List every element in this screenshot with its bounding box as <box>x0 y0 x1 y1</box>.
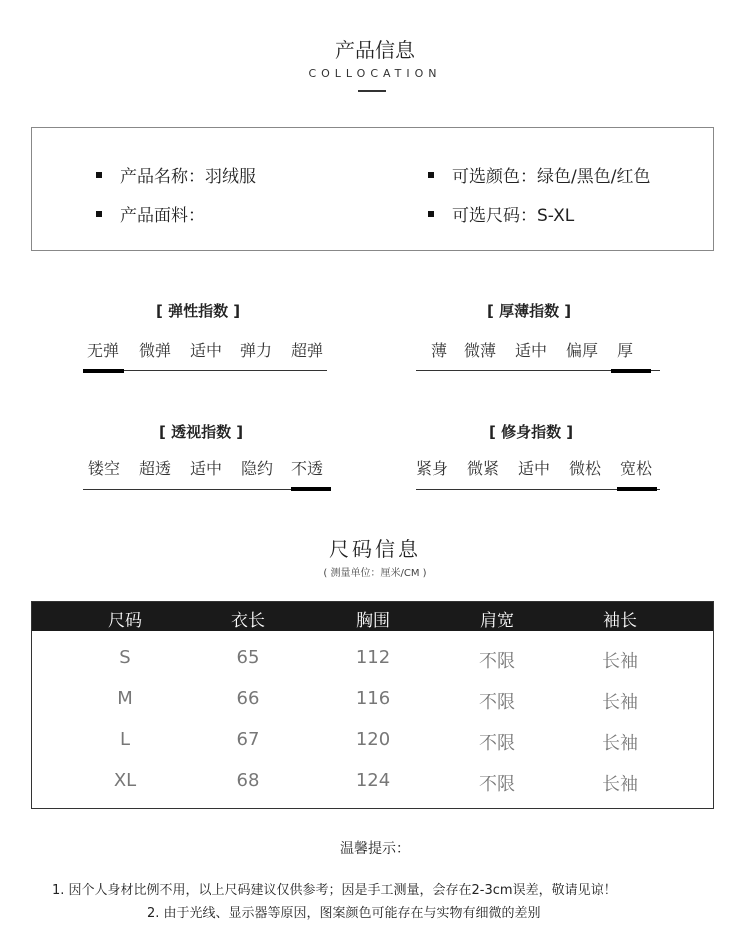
transparency-title: [ 透视指数 ] <box>159 423 244 441</box>
header-cell: 袖长 <box>603 611 637 631</box>
fit-level: 宽松 <box>620 459 653 478</box>
title-divider <box>358 90 386 92</box>
table-cell: 不限 <box>479 651 515 672</box>
thickness-level: 厚 <box>617 341 634 360</box>
elasticity-level: 弹力 <box>240 341 273 360</box>
bullet-icon <box>96 172 102 178</box>
thickness-title: [ 厚薄指数 ] <box>487 302 572 320</box>
table-cell: XL <box>113 770 137 791</box>
product-sizes-text: 可选尺码：S-XL <box>452 206 575 226</box>
transparency-level: 超透 <box>139 459 172 478</box>
page-subtitle: COLLOCATION <box>308 67 442 80</box>
header-cell: 尺码 <box>108 611 142 631</box>
bullet-icon <box>96 211 102 217</box>
transparency-level: 镂空 <box>88 459 121 478</box>
elasticity-level: 微弹 <box>139 341 172 360</box>
product-colors-item <box>428 162 650 187</box>
page-title: 产品信息 <box>335 38 415 62</box>
size-info-unit: ( 测量单位：厘米/CM ) <box>323 568 427 579</box>
table-cell: 长袖 <box>602 774 638 795</box>
product-info-box <box>31 127 714 251</box>
elasticity-selected-marker <box>83 369 124 373</box>
table-cell: 116 <box>355 688 391 709</box>
table-cell: 不限 <box>479 692 515 713</box>
product-fabric-item <box>96 201 205 226</box>
transparency-selected-marker <box>291 487 331 491</box>
thickness-level: 偏厚 <box>566 341 599 360</box>
transparency-level: 适中 <box>190 459 223 478</box>
thickness-selected-marker <box>611 369 651 373</box>
product-fabric-text: 产品面料： <box>120 206 205 226</box>
tips-title: 温馨提示： <box>340 841 410 857</box>
elasticity-level: 适中 <box>190 341 223 360</box>
transparency-level: 隐约 <box>241 459 274 478</box>
table-cell: 124 <box>355 770 391 791</box>
table-cell: S <box>119 647 131 668</box>
elasticity-level: 无弹 <box>87 341 120 360</box>
table-cell: 长袖 <box>602 692 638 713</box>
table-cell: 不限 <box>479 774 515 795</box>
thickness-level: 适中 <box>515 341 548 360</box>
header-cell: 肩宽 <box>480 611 514 631</box>
product-name-text: 产品名称：羽绒服 <box>120 167 256 187</box>
table-cell: 长袖 <box>602 651 638 672</box>
thickness-level: 微薄 <box>464 341 497 360</box>
product-colors-text: 可选颜色：绿色/黑色/红色 <box>452 167 651 187</box>
table-cell: L <box>119 729 131 750</box>
tip-line: 1. 因个人身材比例不用，以上尺码建议仅供参考；因是手工测量，会存在2-3cm误差，敬请见谅！ <box>52 883 617 898</box>
size-table-header <box>32 602 713 631</box>
transparency-level: 不透 <box>291 459 324 478</box>
table-cell: M <box>117 688 133 709</box>
thickness-level: 薄 <box>431 341 448 360</box>
fit-selected-marker <box>617 487 657 491</box>
size-info-title: 尺码信息 <box>329 537 421 561</box>
product-sizes-item <box>428 201 574 226</box>
fit-level: 微紧 <box>467 459 500 478</box>
fit-level: 适中 <box>518 459 551 478</box>
table-cell: 120 <box>355 729 391 750</box>
bullet-icon <box>428 211 434 217</box>
table-cell: 66 <box>236 688 260 709</box>
tip-line: 2. 由于光线、显示器等原因，图案颜色可能存在与实物有细微的差别 <box>147 906 541 921</box>
elasticity-level: 超弹 <box>291 341 324 360</box>
table-cell: 67 <box>236 729 260 750</box>
product-name-item <box>96 162 256 187</box>
table-cell: 65 <box>236 647 260 668</box>
fit-level: 微松 <box>569 459 602 478</box>
table-cell: 长袖 <box>602 733 638 754</box>
size-table <box>31 601 714 809</box>
fit-level: 紧身 <box>416 459 449 478</box>
table-cell: 112 <box>355 647 391 668</box>
elasticity-title: [ 弹性指数 ] <box>156 302 241 320</box>
fit-title: [ 修身指数 ] <box>489 423 574 441</box>
header-cell: 衣长 <box>231 611 265 631</box>
table-cell: 68 <box>236 770 260 791</box>
header-cell: 胸围 <box>356 611 390 631</box>
bullet-icon <box>428 172 434 178</box>
table-cell: 不限 <box>479 733 515 754</box>
